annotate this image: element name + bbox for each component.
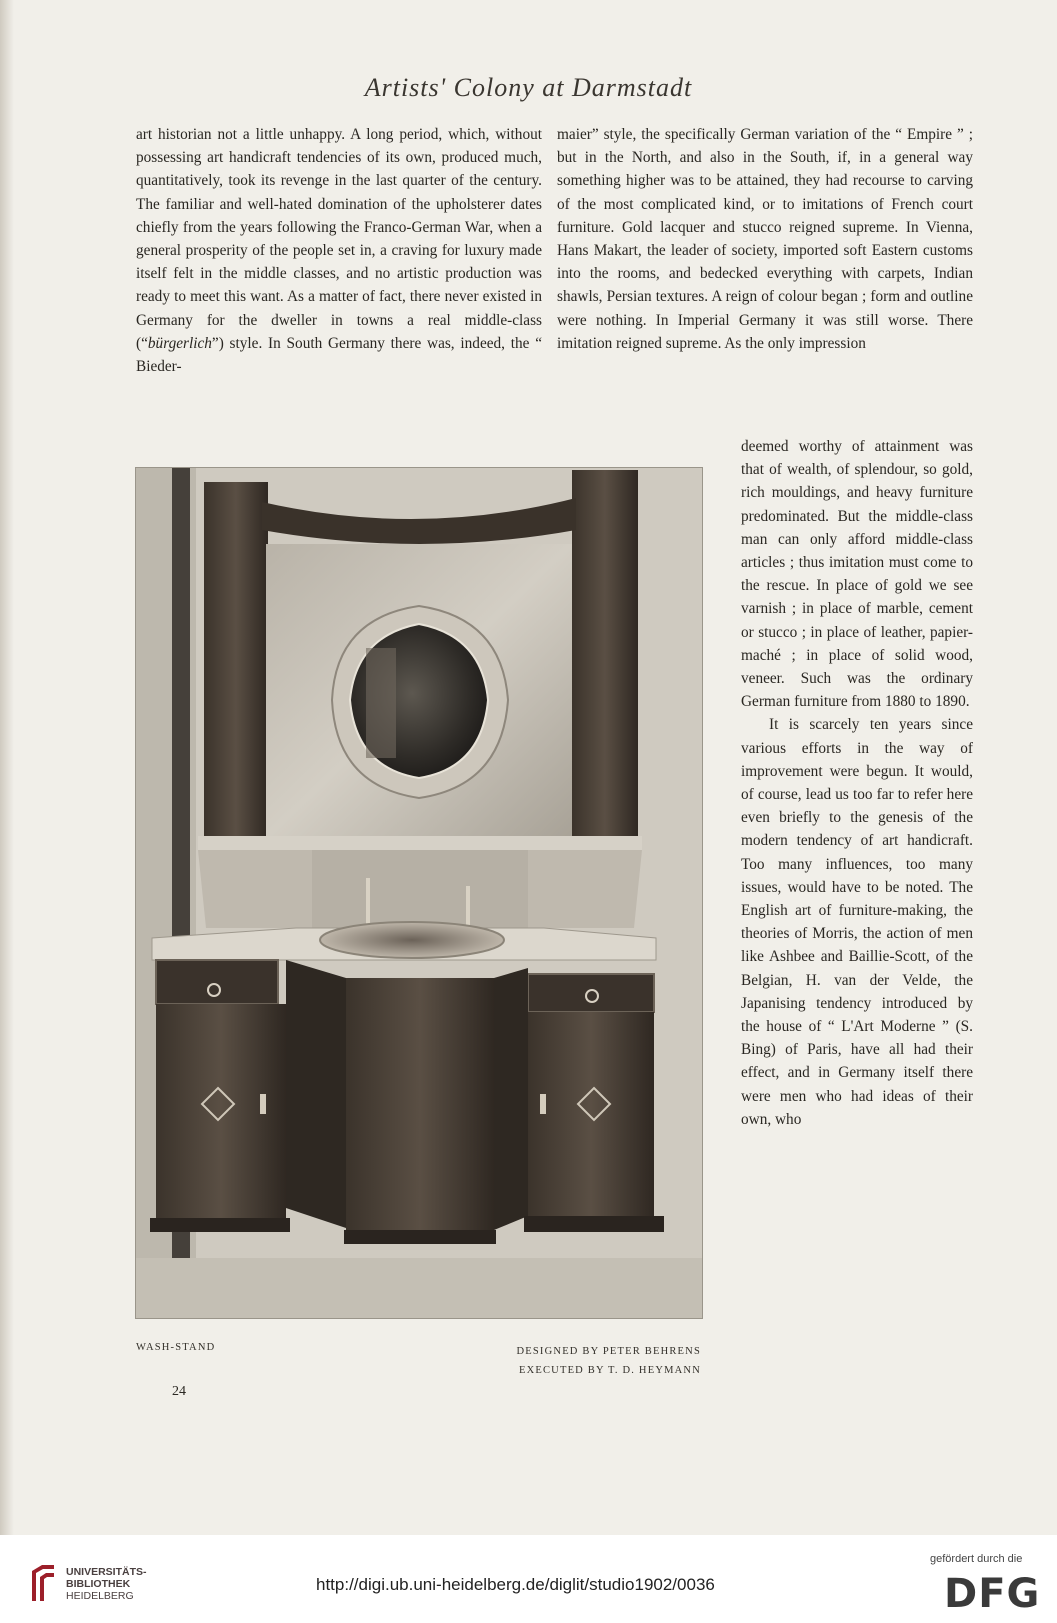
left-column <box>136 123 542 378</box>
left-column-text: art historian not a little unhappy. A long period, which, without possessing art handicraft tendencies of its own, produced much, quantitatively, took its revenge in the last quarter of the century. The familiar and well-hated domination of the upholsterer dates chiefly from the years following the Franco-German War, when a general prosperity of the people set in, a craving for luxury made itself felt in the middle classes, and no artistic production was ready to meet this want. As a matter of fact, there never existed in Germany for the dweller in towns a real middle-class (“ <box>136 126 542 352</box>
right-column-narrow <box>741 435 973 1131</box>
left-column-italic: bürgerlich <box>147 334 212 352</box>
page-number: 24 <box>172 1384 186 1399</box>
caption-credits <box>486 1342 701 1380</box>
library-name-line1: UNIVERSITÄTS- <box>66 1566 147 1578</box>
library-logo-icon <box>28 1563 58 1603</box>
page-edge-shadow <box>0 0 14 1535</box>
source-url-link[interactable]: http://digi.ub.uni-heidelberg.de/diglit/studio1902/0036 <box>316 1575 715 1594</box>
caption-executor: EXECUTED BY T. D. HEYMANN <box>518 1365 701 1376</box>
left-column-paragraph <box>136 123 542 378</box>
caption-title: WASH-STAND <box>136 1342 216 1353</box>
funding-label: gefördert durch die <box>930 1553 1023 1565</box>
right-column-top-paragraph: maier” style, the specifically German variation of the “ Empire ” ; but in the North, and also in the South, if, in a general way something higher was to be attained, they had recourse to carving of the most complicated kind, or to imitations of French court furniture. Gold lacquer and stucco reigned supreme. In Vienna, Hans Makart, the leader of society, imported soft Eastern customs into the rooms, and bedecked everything with carpets, Indian shawls, Persian textures. A reign of colour began ; form and outline were nothing. In Imperial Germany it was still worse. There imitation reigned supreme. As the only impression <box>557 126 973 352</box>
running-head: Artists' Colony at Darmstadt <box>364 73 693 102</box>
wash-stand-photograph <box>135 467 703 1319</box>
library-name-line3: HEIDELBERG <box>66 1590 134 1602</box>
right-column-top <box>557 123 973 355</box>
digitization-footer <box>0 1535 1057 1623</box>
dfg-logo: DFG <box>944 1571 1041 1617</box>
library-name-line2: BIBLIOTHEK <box>66 1578 131 1590</box>
left-column-text-end: ”) style. In South Germany there was, indeed, the “ Bieder- <box>136 334 542 376</box>
right-column-paragraph-1: deemed worthy of attainment was that of wealth, of splendour, so gold, rich mouldings, and heavy furniture predominated. But the middle-class man can only afford middle-class articles ; thus imitation must come to the rescue. In place of gold we see varnish ; in place of marble, cement or stucco ; in place of leather, papier-maché ; in place of solid wood, veneer. Such was the ordinary German furniture from 1880 to 1890. <box>741 438 973 711</box>
right-column-paragraph-2: It is scarcely ten years since various efforts in the way of improvement were begun. It would, of course, lead us too far to refer here even briefly to the genesis of the modern tendency of art handicraft. Too many influences, too many issues, would have to be noted. The English art of furniture-making, the theories of Morris, the action of men like Ashbee and Baillie-Scott, of the Belgian, H. van der Velde, the Japanising tendency introduced by the house of “ L'Art Moderne ” (S. Bing) of Paris, have all had their effect, and in Germany itself there were men who had ideas of their own, who <box>741 716 973 1128</box>
library-name <box>66 1566 147 1602</box>
wash-stand-illustration <box>136 468 702 1318</box>
caption-designer: DESIGNED BY PETER BEHRENS <box>516 1346 701 1357</box>
